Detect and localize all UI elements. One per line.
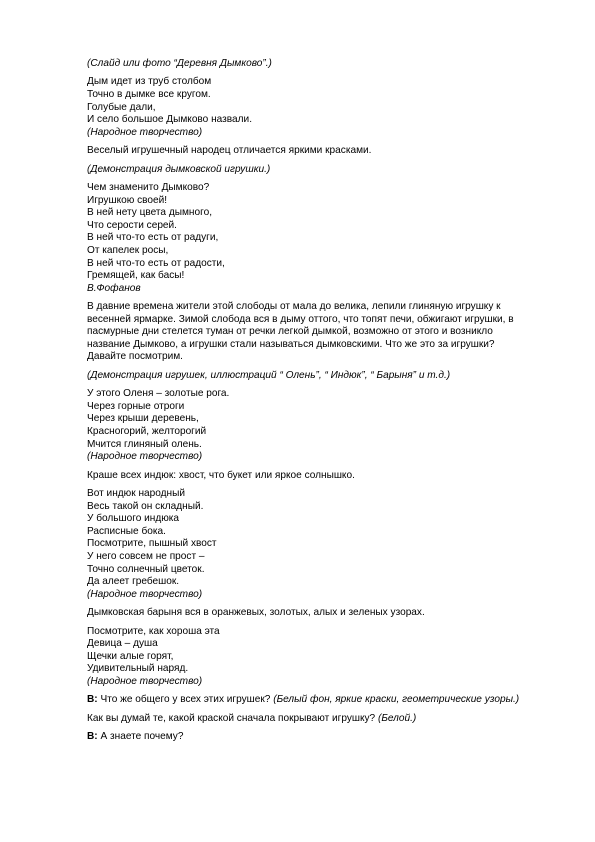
slide-note-village	[87, 58, 547, 71]
paragraph	[87, 607, 547, 620]
poem-line: В ней нету цвета дымного,	[87, 207, 212, 219]
poem-line: Посмотрите, пышный хвост	[87, 538, 217, 550]
poem-line: Чем знаменито Дымково?	[87, 181, 210, 193]
paragraph-line: В давние времена жители этой слободы от мала до велика, лепили глиняную игрушку к	[87, 301, 501, 313]
poem-line: Посмотрите, как хороша эта	[87, 625, 220, 637]
poem-line: Точно солнечный цветок.	[87, 563, 205, 575]
poem-line: Красногорий, желторогий	[87, 426, 207, 438]
stage-direction: (Демонстрация дымковской игрушки.)	[87, 163, 271, 175]
stage-direction: (Слайд или фото “Деревня Дымково”.)	[87, 58, 272, 69]
poem-line: Девица – душа	[87, 638, 158, 650]
poem-line: Весь такой он складный.	[87, 500, 204, 512]
question-prefix: В:	[87, 694, 98, 706]
poem-line: В ней что-то есть от радости,	[87, 257, 225, 269]
poem-line: Гремящей, как басы!	[87, 270, 185, 282]
poem-line: Щечки алые горят,	[87, 650, 174, 662]
question-paint	[87, 713, 547, 726]
poem-line: Что серости серей.	[87, 219, 177, 231]
poem-lady	[87, 626, 547, 689]
poem-line: Расписные бока.	[87, 525, 166, 537]
poem-author: (Народное творчество)	[87, 675, 203, 687]
question-line	[87, 731, 547, 744]
poem-dymkovo	[87, 76, 547, 139]
poem-author: (Народное творчество)	[87, 451, 203, 463]
history-paragraph	[87, 301, 547, 364]
question-line	[87, 694, 547, 707]
poem-line: Да алеет гребешок.	[87, 576, 180, 588]
paragraph-text: Дымковская барыня вся в оранжевых, золотых, алых и зеленых узорах.	[87, 607, 425, 619]
poem-line: Дым идет из труб столбом	[87, 76, 212, 88]
paragraph-line: название Дымково, а игрушки стали называться дымковскими. Что же это за игрушки?	[87, 338, 495, 350]
paragraph-line: пасмурные дни стелется туман от речки легкой дымкой, возможно от этого и возникло	[87, 326, 493, 338]
poem-author: В.Фофанов	[87, 282, 141, 294]
poem-line: Мчится глиняный олень.	[87, 438, 202, 450]
poem-author: (Народное творчество)	[87, 126, 203, 138]
poem-deer	[87, 388, 547, 464]
poem-line: И село большое Дымково назвали.	[87, 114, 252, 126]
paragraph	[87, 470, 547, 483]
demo-note-toys	[87, 370, 547, 383]
poem-turkey	[87, 488, 547, 601]
answer-text: (Белой.)	[377, 712, 417, 724]
demo-note-toy	[87, 164, 547, 177]
paragraph-line: весенней ярмарке. Зимой слобода вся в дыму оттого, что топят печи, обжигают игрушки, в	[87, 313, 514, 325]
question-why	[87, 731, 547, 744]
poem-famous	[87, 182, 547, 295]
question-text: Что же общего у всех этих игрушек?	[97, 694, 274, 706]
answer-text: (Белый фон, яркие краски, геометрические узоры.)	[273, 694, 520, 706]
poem-line: В ней что-то есть от радуги,	[87, 232, 219, 244]
paragraph-text: Краше всех индюк: хвост, что букет или яркое солнышко.	[87, 469, 355, 481]
paragraph	[87, 145, 547, 158]
stage-direction: (Демонстрация игрушек, иллюстраций “ Олень”, “ Индюк”, “ Барыня” и т.д.)	[87, 369, 451, 381]
poem-author: (Народное творчество)	[87, 588, 203, 600]
question-common	[87, 694, 547, 707]
poem-line: У него совсем не прост –	[87, 550, 205, 562]
question-prefix: В:	[87, 731, 98, 743]
poem-line: Голубые дали,	[87, 101, 156, 113]
document-page	[87, 58, 547, 749]
poem-line: Через горные отроги	[87, 400, 185, 412]
question-text: Как вы думай те, какой краской сначала покрывают игрушку?	[87, 712, 378, 724]
poem-line: У большого индюка	[87, 513, 180, 525]
poem-line: Игрушкою своей!	[87, 194, 168, 206]
question-text: А знаете почему?	[97, 731, 184, 743]
paragraph-line: Давайте посмотрим.	[87, 351, 183, 363]
poem-line: У этого Оленя – золотые рога.	[87, 388, 230, 400]
poem-line: Удивительный наряд.	[87, 663, 189, 675]
poem-line: Через крыши деревень,	[87, 413, 199, 425]
poem-line: Точно в дымке все кругом.	[87, 88, 211, 100]
poem-line: От капелек росы,	[87, 244, 169, 256]
poem-line: Вот индюк народный	[87, 487, 185, 499]
question-line	[87, 713, 547, 726]
paragraph-text: Веселый игрушечный народец отличается яркими красками.	[87, 145, 372, 157]
